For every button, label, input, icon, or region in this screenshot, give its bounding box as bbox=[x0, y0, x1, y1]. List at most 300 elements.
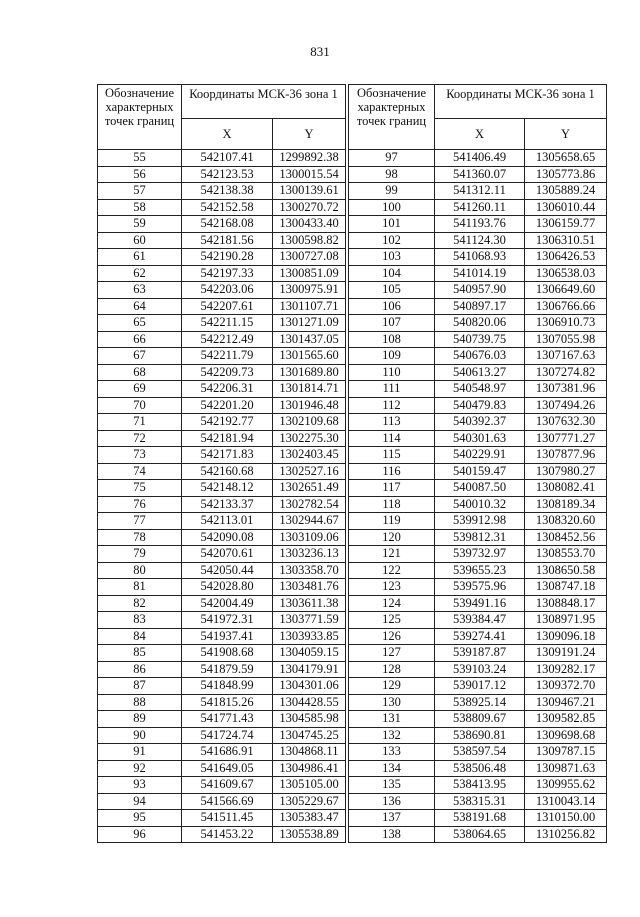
y-coordinate-cell: 1300975.91 bbox=[273, 282, 346, 299]
y-coordinate-cell: 1307494.26 bbox=[525, 397, 607, 414]
table-row bbox=[349, 513, 607, 530]
table-row bbox=[349, 595, 607, 612]
x-coordinate-cell: 539491.16 bbox=[435, 595, 525, 612]
y-coordinate-cell: 1309191.24 bbox=[525, 645, 607, 662]
point-number-cell: 84 bbox=[98, 628, 182, 645]
y-coordinate-cell: 1302944.67 bbox=[273, 513, 346, 530]
table-row bbox=[349, 183, 607, 200]
table-row bbox=[98, 447, 346, 464]
x-coordinate-cell: 542028.80 bbox=[182, 579, 273, 596]
point-number-cell: 95 bbox=[98, 810, 182, 827]
point-number-cell: 71 bbox=[98, 414, 182, 431]
point-number-cell: 55 bbox=[98, 150, 182, 167]
x-coordinate-cell: 539274.41 bbox=[435, 628, 525, 645]
point-number-cell: 131 bbox=[349, 711, 435, 728]
point-number-cell: 116 bbox=[349, 463, 435, 480]
x-coordinate-cell: 541260.11 bbox=[435, 199, 525, 216]
table-row bbox=[98, 529, 346, 546]
x-coordinate-cell: 542050.44 bbox=[182, 562, 273, 579]
header-point-designation: Обозначение характерных точек границ bbox=[349, 85, 435, 150]
x-coordinate-cell: 542138.38 bbox=[182, 183, 273, 200]
x-coordinate-cell: 541972.31 bbox=[182, 612, 273, 629]
table-row bbox=[349, 810, 607, 827]
point-number-cell: 103 bbox=[349, 249, 435, 266]
point-number-cell: 66 bbox=[98, 331, 182, 348]
x-coordinate-cell: 541124.30 bbox=[435, 232, 525, 249]
x-coordinate-cell: 539187.87 bbox=[435, 645, 525, 662]
x-coordinate-cell: 541014.19 bbox=[435, 265, 525, 282]
table-row bbox=[349, 546, 607, 563]
y-coordinate-cell: 1308971.95 bbox=[525, 612, 607, 629]
y-coordinate-cell: 1303771.59 bbox=[273, 612, 346, 629]
coordinates-table-left bbox=[97, 84, 346, 843]
table-row bbox=[98, 265, 346, 282]
point-number-cell: 128 bbox=[349, 661, 435, 678]
table-row bbox=[98, 744, 346, 761]
y-coordinate-cell: 1307980.27 bbox=[525, 463, 607, 480]
point-number-cell: 132 bbox=[349, 727, 435, 744]
y-coordinate-cell: 1309282.17 bbox=[525, 661, 607, 678]
point-number-cell: 70 bbox=[98, 397, 182, 414]
point-number-cell: 86 bbox=[98, 661, 182, 678]
table-row bbox=[98, 430, 346, 447]
table-row bbox=[98, 150, 346, 167]
point-number-cell: 133 bbox=[349, 744, 435, 761]
point-number-cell: 93 bbox=[98, 777, 182, 794]
point-number-cell: 67 bbox=[98, 348, 182, 365]
table-row bbox=[349, 216, 607, 233]
y-coordinate-cell: 1303236.13 bbox=[273, 546, 346, 563]
x-coordinate-cell: 540676.03 bbox=[435, 348, 525, 365]
table-row bbox=[349, 480, 607, 497]
table-row bbox=[349, 744, 607, 761]
y-coordinate-cell: 1301437.05 bbox=[273, 331, 346, 348]
x-coordinate-cell: 541937.41 bbox=[182, 628, 273, 645]
point-number-cell: 58 bbox=[98, 199, 182, 216]
x-coordinate-cell: 539103.24 bbox=[435, 661, 525, 678]
y-coordinate-cell: 1300727.08 bbox=[273, 249, 346, 266]
x-coordinate-cell: 542190.28 bbox=[182, 249, 273, 266]
y-coordinate-cell: 1304179.91 bbox=[273, 661, 346, 678]
point-number-cell: 92 bbox=[98, 760, 182, 777]
x-coordinate-cell: 539732.97 bbox=[435, 546, 525, 563]
point-number-cell: 130 bbox=[349, 694, 435, 711]
point-number-cell: 87 bbox=[98, 678, 182, 695]
x-coordinate-cell: 541453.22 bbox=[182, 826, 273, 843]
point-number-cell: 109 bbox=[349, 348, 435, 365]
table-row bbox=[349, 298, 607, 315]
x-coordinate-cell: 538413.95 bbox=[435, 777, 525, 794]
point-number-cell: 114 bbox=[349, 430, 435, 447]
x-coordinate-cell: 541406.49 bbox=[435, 150, 525, 167]
x-coordinate-cell: 541566.69 bbox=[182, 793, 273, 810]
table-row bbox=[98, 199, 346, 216]
table-row bbox=[98, 777, 346, 794]
y-coordinate-cell: 1300015.54 bbox=[273, 166, 346, 183]
point-number-cell: 90 bbox=[98, 727, 182, 744]
x-coordinate-cell: 542090.08 bbox=[182, 529, 273, 546]
x-coordinate-cell: 541312.11 bbox=[435, 183, 525, 200]
point-number-cell: 102 bbox=[349, 232, 435, 249]
point-number-cell: 73 bbox=[98, 447, 182, 464]
x-coordinate-cell: 542168.08 bbox=[182, 216, 273, 233]
table-row bbox=[349, 150, 607, 167]
point-number-cell: 85 bbox=[98, 645, 182, 662]
table-row bbox=[98, 348, 346, 365]
point-number-cell: 62 bbox=[98, 265, 182, 282]
table-row bbox=[98, 628, 346, 645]
point-number-cell: 136 bbox=[349, 793, 435, 810]
y-coordinate-cell: 1309467.21 bbox=[525, 694, 607, 711]
table-row bbox=[98, 612, 346, 629]
x-coordinate-cell: 542212.49 bbox=[182, 331, 273, 348]
x-coordinate-cell: 539575.96 bbox=[435, 579, 525, 596]
table-row bbox=[98, 546, 346, 563]
y-coordinate-cell: 1306159.77 bbox=[525, 216, 607, 233]
header-x: X bbox=[435, 119, 525, 150]
page-number: 831 bbox=[310, 44, 330, 59]
point-number-cell: 117 bbox=[349, 480, 435, 497]
point-number-cell: 75 bbox=[98, 480, 182, 497]
y-coordinate-cell: 1305383.47 bbox=[273, 810, 346, 827]
x-coordinate-cell: 540301.63 bbox=[435, 430, 525, 447]
x-coordinate-cell: 542211.15 bbox=[182, 315, 273, 332]
table-row bbox=[349, 612, 607, 629]
point-number-cell: 112 bbox=[349, 397, 435, 414]
table-row bbox=[98, 810, 346, 827]
table-row bbox=[349, 777, 607, 794]
y-coordinate-cell: 1309582.85 bbox=[525, 711, 607, 728]
x-coordinate-cell: 541649.05 bbox=[182, 760, 273, 777]
table-row bbox=[98, 727, 346, 744]
table-row bbox=[98, 381, 346, 398]
point-number-cell: 64 bbox=[98, 298, 182, 315]
table-row bbox=[98, 760, 346, 777]
x-coordinate-cell: 541609.67 bbox=[182, 777, 273, 794]
table-row bbox=[349, 315, 607, 332]
point-number-cell: 106 bbox=[349, 298, 435, 315]
header-y: Y bbox=[273, 119, 346, 150]
x-coordinate-cell: 541879.59 bbox=[182, 661, 273, 678]
point-number-cell: 124 bbox=[349, 595, 435, 612]
header-coordinate-system: Координаты МСК-36 зона 1 bbox=[435, 85, 607, 119]
point-number-cell: 121 bbox=[349, 546, 435, 563]
y-coordinate-cell: 1305773.86 bbox=[525, 166, 607, 183]
y-coordinate-cell: 1307632.30 bbox=[525, 414, 607, 431]
x-coordinate-cell: 540159.47 bbox=[435, 463, 525, 480]
point-number-cell: 83 bbox=[98, 612, 182, 629]
point-number-cell: 120 bbox=[349, 529, 435, 546]
x-coordinate-cell: 542133.37 bbox=[182, 496, 273, 513]
coordinates-table-right bbox=[348, 84, 607, 843]
x-coordinate-cell: 542206.31 bbox=[182, 381, 273, 398]
table-row bbox=[98, 364, 346, 381]
y-coordinate-cell: 1307877.96 bbox=[525, 447, 607, 464]
y-coordinate-cell: 1300139.61 bbox=[273, 183, 346, 200]
x-coordinate-cell: 541848.99 bbox=[182, 678, 273, 695]
x-coordinate-cell: 541771.43 bbox=[182, 711, 273, 728]
point-number-cell: 65 bbox=[98, 315, 182, 332]
point-number-cell: 94 bbox=[98, 793, 182, 810]
point-number-cell: 59 bbox=[98, 216, 182, 233]
table-row bbox=[349, 282, 607, 299]
table-row bbox=[98, 249, 346, 266]
x-coordinate-cell: 539912.98 bbox=[435, 513, 525, 530]
y-coordinate-cell: 1308452.56 bbox=[525, 529, 607, 546]
x-coordinate-cell: 539384.47 bbox=[435, 612, 525, 629]
x-coordinate-cell: 542181.94 bbox=[182, 430, 273, 447]
y-coordinate-cell: 1307771.27 bbox=[525, 430, 607, 447]
y-coordinate-cell: 1302782.54 bbox=[273, 496, 346, 513]
point-number-cell: 91 bbox=[98, 744, 182, 761]
x-coordinate-cell: 540957.90 bbox=[435, 282, 525, 299]
table-row bbox=[349, 793, 607, 810]
y-coordinate-cell: 1307381.96 bbox=[525, 381, 607, 398]
point-number-cell: 111 bbox=[349, 381, 435, 398]
x-coordinate-cell: 540897.17 bbox=[435, 298, 525, 315]
table-row bbox=[349, 727, 607, 744]
y-coordinate-cell: 1302651.49 bbox=[273, 480, 346, 497]
y-coordinate-cell: 1305658.65 bbox=[525, 150, 607, 167]
point-number-cell: 57 bbox=[98, 183, 182, 200]
header-x: X bbox=[182, 119, 273, 150]
x-coordinate-cell: 542171.83 bbox=[182, 447, 273, 464]
y-coordinate-cell: 1310043.14 bbox=[525, 793, 607, 810]
x-coordinate-cell: 542203.06 bbox=[182, 282, 273, 299]
x-coordinate-cell: 538506.48 bbox=[435, 760, 525, 777]
header-y: Y bbox=[525, 119, 607, 150]
y-coordinate-cell: 1304301.06 bbox=[273, 678, 346, 695]
x-coordinate-cell: 541360.07 bbox=[435, 166, 525, 183]
table-row bbox=[98, 183, 346, 200]
point-number-cell: 76 bbox=[98, 496, 182, 513]
point-number-cell: 82 bbox=[98, 595, 182, 612]
y-coordinate-cell: 1307167.63 bbox=[525, 348, 607, 365]
point-number-cell: 97 bbox=[349, 150, 435, 167]
y-coordinate-cell: 1302403.45 bbox=[273, 447, 346, 464]
y-coordinate-cell: 1309871.63 bbox=[525, 760, 607, 777]
y-coordinate-cell: 1303933.85 bbox=[273, 628, 346, 645]
x-coordinate-cell: 539812.31 bbox=[435, 529, 525, 546]
y-coordinate-cell: 1303109.06 bbox=[273, 529, 346, 546]
table-row bbox=[349, 562, 607, 579]
x-coordinate-cell: 542152.58 bbox=[182, 199, 273, 216]
y-coordinate-cell: 1310150.00 bbox=[525, 810, 607, 827]
table-row bbox=[349, 364, 607, 381]
y-coordinate-cell: 1304745.25 bbox=[273, 727, 346, 744]
x-coordinate-cell: 542197.33 bbox=[182, 265, 273, 282]
y-coordinate-cell: 1308747.18 bbox=[525, 579, 607, 596]
x-coordinate-cell: 540820.06 bbox=[435, 315, 525, 332]
point-number-cell: 88 bbox=[98, 694, 182, 711]
x-coordinate-cell: 540479.83 bbox=[435, 397, 525, 414]
point-number-cell: 56 bbox=[98, 166, 182, 183]
point-number-cell: 61 bbox=[98, 249, 182, 266]
table-row bbox=[349, 628, 607, 645]
y-coordinate-cell: 1306426.53 bbox=[525, 249, 607, 266]
y-coordinate-cell: 1300433.40 bbox=[273, 216, 346, 233]
table-row bbox=[98, 414, 346, 431]
x-coordinate-cell: 539655.23 bbox=[435, 562, 525, 579]
table-row bbox=[98, 496, 346, 513]
point-number-cell: 125 bbox=[349, 612, 435, 629]
table-row bbox=[98, 661, 346, 678]
y-coordinate-cell: 1301814.71 bbox=[273, 381, 346, 398]
x-coordinate-cell: 542201.20 bbox=[182, 397, 273, 414]
point-number-cell: 89 bbox=[98, 711, 182, 728]
point-number-cell: 99 bbox=[349, 183, 435, 200]
point-number-cell: 110 bbox=[349, 364, 435, 381]
table-row bbox=[349, 414, 607, 431]
table-row bbox=[349, 232, 607, 249]
x-coordinate-cell: 541686.91 bbox=[182, 744, 273, 761]
x-coordinate-cell: 541815.26 bbox=[182, 694, 273, 711]
x-coordinate-cell: 542192.77 bbox=[182, 414, 273, 431]
point-number-cell: 81 bbox=[98, 579, 182, 596]
x-coordinate-cell: 541068.93 bbox=[435, 249, 525, 266]
point-number-cell: 98 bbox=[349, 166, 435, 183]
table-row bbox=[349, 166, 607, 183]
x-coordinate-cell: 542207.61 bbox=[182, 298, 273, 315]
y-coordinate-cell: 1305105.00 bbox=[273, 777, 346, 794]
y-coordinate-cell: 1304868.11 bbox=[273, 744, 346, 761]
point-number-cell: 126 bbox=[349, 628, 435, 645]
point-number-cell: 104 bbox=[349, 265, 435, 282]
table-row bbox=[349, 348, 607, 365]
x-coordinate-cell: 541193.76 bbox=[435, 216, 525, 233]
x-coordinate-cell: 542148.12 bbox=[182, 480, 273, 497]
y-coordinate-cell: 1309955.62 bbox=[525, 777, 607, 794]
table-row bbox=[349, 430, 607, 447]
point-number-cell: 134 bbox=[349, 760, 435, 777]
x-coordinate-cell: 538064.65 bbox=[435, 826, 525, 843]
y-coordinate-cell: 1309096.18 bbox=[525, 628, 607, 645]
x-coordinate-cell: 539017.12 bbox=[435, 678, 525, 695]
y-coordinate-cell: 1300598.82 bbox=[273, 232, 346, 249]
y-coordinate-cell: 1306649.60 bbox=[525, 282, 607, 299]
table-row bbox=[349, 463, 607, 480]
table-row bbox=[98, 711, 346, 728]
y-coordinate-cell: 1304059.15 bbox=[273, 645, 346, 662]
y-coordinate-cell: 1301271.09 bbox=[273, 315, 346, 332]
table-row bbox=[349, 397, 607, 414]
table-row bbox=[349, 249, 607, 266]
x-coordinate-cell: 538925.14 bbox=[435, 694, 525, 711]
y-coordinate-cell: 1309698.68 bbox=[525, 727, 607, 744]
y-coordinate-cell: 1307274.82 bbox=[525, 364, 607, 381]
table-row bbox=[98, 463, 346, 480]
y-coordinate-cell: 1306910.73 bbox=[525, 315, 607, 332]
y-coordinate-cell: 1306010.44 bbox=[525, 199, 607, 216]
y-coordinate-cell: 1300851.09 bbox=[273, 265, 346, 282]
table-row bbox=[98, 694, 346, 711]
point-number-cell: 101 bbox=[349, 216, 435, 233]
point-number-cell: 137 bbox=[349, 810, 435, 827]
y-coordinate-cell: 1299892.38 bbox=[273, 150, 346, 167]
x-coordinate-cell: 542123.53 bbox=[182, 166, 273, 183]
y-coordinate-cell: 1302527.16 bbox=[273, 463, 346, 480]
y-coordinate-cell: 1306766.66 bbox=[525, 298, 607, 315]
x-coordinate-cell: 538597.54 bbox=[435, 744, 525, 761]
table-row bbox=[98, 678, 346, 695]
y-coordinate-cell: 1301946.48 bbox=[273, 397, 346, 414]
x-coordinate-cell: 542113.01 bbox=[182, 513, 273, 530]
y-coordinate-cell: 1309372.70 bbox=[525, 678, 607, 695]
table-row bbox=[349, 381, 607, 398]
x-coordinate-cell: 540229.91 bbox=[435, 447, 525, 464]
x-coordinate-cell: 542070.61 bbox=[182, 546, 273, 563]
point-number-cell: 60 bbox=[98, 232, 182, 249]
y-coordinate-cell: 1308650.58 bbox=[525, 562, 607, 579]
x-coordinate-cell: 542107.41 bbox=[182, 150, 273, 167]
y-coordinate-cell: 1301689.80 bbox=[273, 364, 346, 381]
y-coordinate-cell: 1308320.60 bbox=[525, 513, 607, 530]
x-coordinate-cell: 540548.97 bbox=[435, 381, 525, 398]
point-number-cell: 135 bbox=[349, 777, 435, 794]
x-coordinate-cell: 540613.27 bbox=[435, 364, 525, 381]
y-coordinate-cell: 1310256.82 bbox=[525, 826, 607, 843]
table-row bbox=[349, 579, 607, 596]
point-number-cell: 96 bbox=[98, 826, 182, 843]
y-coordinate-cell: 1304986.41 bbox=[273, 760, 346, 777]
x-coordinate-cell: 542209.73 bbox=[182, 364, 273, 381]
x-coordinate-cell: 542004.49 bbox=[182, 595, 273, 612]
point-number-cell: 72 bbox=[98, 430, 182, 447]
point-number-cell: 127 bbox=[349, 645, 435, 662]
table-row bbox=[98, 298, 346, 315]
point-number-cell: 79 bbox=[98, 546, 182, 563]
table-row bbox=[98, 166, 346, 183]
table-row bbox=[98, 480, 346, 497]
y-coordinate-cell: 1308553.70 bbox=[525, 546, 607, 563]
y-coordinate-cell: 1302109.68 bbox=[273, 414, 346, 431]
y-coordinate-cell: 1308848.17 bbox=[525, 595, 607, 612]
y-coordinate-cell: 1304428.55 bbox=[273, 694, 346, 711]
y-coordinate-cell: 1305538.89 bbox=[273, 826, 346, 843]
point-number-cell: 80 bbox=[98, 562, 182, 579]
point-number-cell: 68 bbox=[98, 364, 182, 381]
table-row bbox=[98, 595, 346, 612]
table-row bbox=[349, 826, 607, 843]
y-coordinate-cell: 1301107.71 bbox=[273, 298, 346, 315]
y-coordinate-cell: 1309787.15 bbox=[525, 744, 607, 761]
table-row bbox=[349, 447, 607, 464]
y-coordinate-cell: 1303611.38 bbox=[273, 595, 346, 612]
table-row bbox=[98, 315, 346, 332]
table-row bbox=[349, 678, 607, 695]
point-number-cell: 108 bbox=[349, 331, 435, 348]
table-row bbox=[349, 529, 607, 546]
x-coordinate-cell: 540087.50 bbox=[435, 480, 525, 497]
table-body-right bbox=[349, 150, 607, 843]
point-number-cell: 105 bbox=[349, 282, 435, 299]
point-number-cell: 63 bbox=[98, 282, 182, 299]
table-row bbox=[98, 793, 346, 810]
point-number-cell: 113 bbox=[349, 414, 435, 431]
point-number-cell: 118 bbox=[349, 496, 435, 513]
point-number-cell: 122 bbox=[349, 562, 435, 579]
table-row bbox=[349, 199, 607, 216]
x-coordinate-cell: 538809.67 bbox=[435, 711, 525, 728]
point-number-cell: 74 bbox=[98, 463, 182, 480]
y-coordinate-cell: 1305229.67 bbox=[273, 793, 346, 810]
table-row bbox=[98, 826, 346, 843]
table-row bbox=[98, 645, 346, 662]
table-row bbox=[98, 216, 346, 233]
table-row bbox=[349, 694, 607, 711]
point-number-cell: 78 bbox=[98, 529, 182, 546]
table-row bbox=[349, 711, 607, 728]
